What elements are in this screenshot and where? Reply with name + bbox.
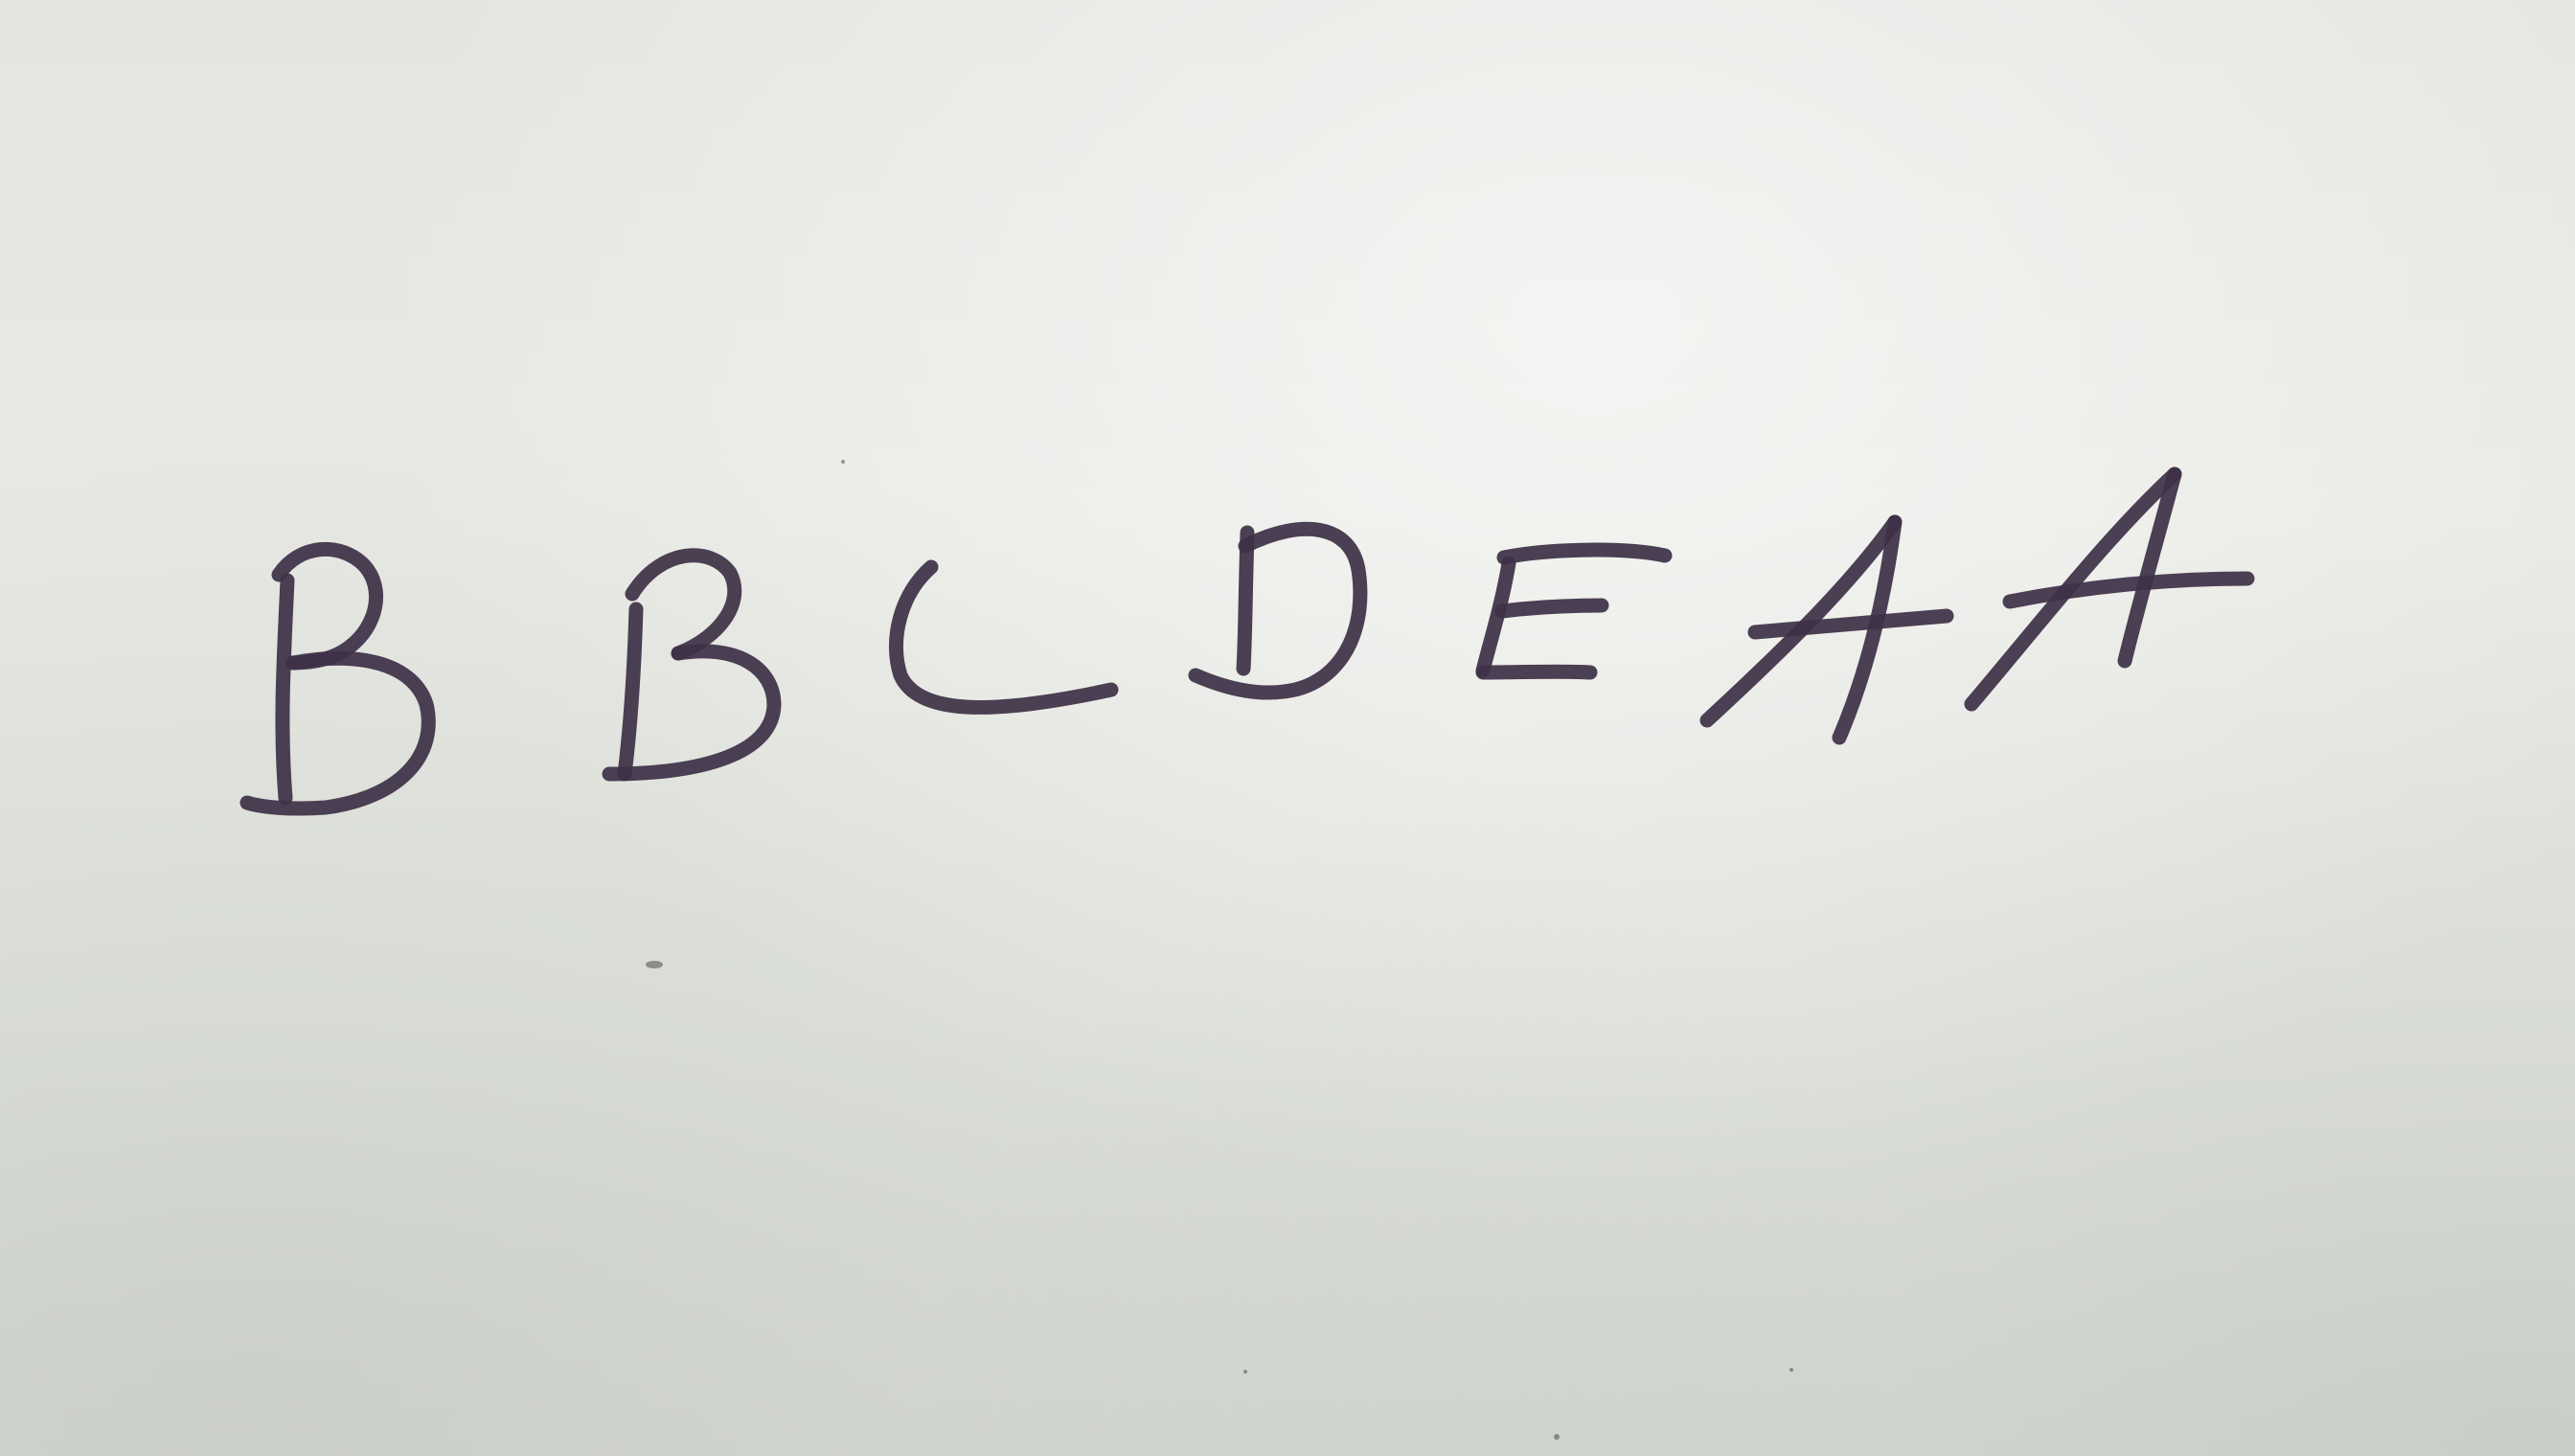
letter-b-2 [609,556,774,774]
letter-c [896,567,1111,707]
letter-a-1 [1707,522,1947,738]
paper-specks [646,460,1793,1440]
letter-d [1196,529,1360,693]
letter-e [1483,550,1665,672]
letter-b-1 [247,549,428,808]
letter-a-2 [1971,474,2247,704]
